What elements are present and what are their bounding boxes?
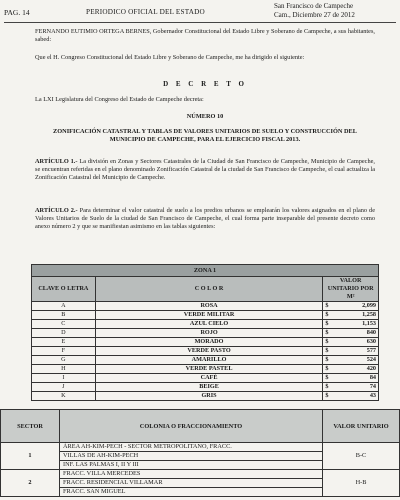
currency-symbol: $ <box>325 302 329 309</box>
zone-row <box>32 374 379 383</box>
sector-table <box>0 409 400 497</box>
article-2-text: Para determinar el valor catastral de suelo a los predios urbanos se emplearán los valores asignados en el plano de Valores Unitarios de Suelo de la ciudad de San Francisco de Campeche, el cual forma parte inseparable del presente decreto como anexo número 2 y que se manifiestan asimismo en las tablas siguientes: <box>35 207 375 231</box>
page-header <box>4 2 396 24</box>
zone-row <box>32 383 379 392</box>
sector-number: 1 <box>1 443 60 470</box>
zone-clave: B <box>32 311 96 320</box>
valor-amount: 84 <box>369 374 376 381</box>
currency-symbol: $ <box>325 374 329 381</box>
zone-valor <box>323 311 379 320</box>
zone-1-table <box>31 264 379 401</box>
col-valor: VALOR UNITARIO POR M² <box>323 277 379 302</box>
zone-valor <box>323 338 379 347</box>
zone-valor <box>323 392 379 401</box>
colonia-name: ÁREA AH-KIM-PECH - SECTOR METROPOLITANO, FRACC. <box>60 443 323 452</box>
publication-title: PERIODICO OFICIAL DEL ESTADO <box>86 8 205 16</box>
zone-row <box>32 311 379 320</box>
sector-valor: H-B <box>323 470 400 497</box>
colonia-name: VILLAS DE AH-KIM-PECH <box>60 452 323 461</box>
col-clave: CLAVE O LETRA <box>32 277 96 302</box>
zone-color: AMARILLO <box>95 356 323 365</box>
currency-symbol: $ <box>325 311 329 318</box>
zone-color: AZUL CIELO <box>95 320 323 329</box>
page-number: PAG. 14 <box>4 8 30 17</box>
valor-amount: 840 <box>366 329 376 336</box>
zone-clave: C <box>32 320 96 329</box>
currency-symbol: $ <box>325 383 329 390</box>
valor-amount: 524 <box>366 356 376 363</box>
zone-valor <box>323 365 379 374</box>
zone-clave: H <box>32 365 96 374</box>
legislatura-paragraph: La LXI Legislatura del Congreso del Estado de Campeche decreta: <box>35 96 204 103</box>
valor-amount: 1,258 <box>362 311 376 318</box>
zone-valor <box>323 302 379 311</box>
col-color: C O L O R <box>95 277 323 302</box>
col-sector: SECTOR <box>1 410 60 443</box>
colonia-name: FRACC. VILLA MERCEDES <box>60 470 323 479</box>
colonia-name: FRACC. SAN MIGUEL <box>60 488 323 497</box>
valor-amount: 2,099 <box>362 302 376 309</box>
zone-valor <box>323 374 379 383</box>
zone-clave: J <box>32 383 96 392</box>
zone-clave: D <box>32 329 96 338</box>
zone-clave: K <box>32 392 96 401</box>
currency-symbol: $ <box>325 392 329 399</box>
article-2-label: ARTÍCULO 2.- <box>35 207 78 214</box>
valor-amount: 1,153 <box>362 320 376 327</box>
decreto-title: D E C R E T O <box>163 80 247 88</box>
zone-row <box>32 329 379 338</box>
zone-row <box>32 365 379 374</box>
zone-color: ROJO <box>95 329 323 338</box>
zone-color: VERDE PASTEL <box>95 365 323 374</box>
sector-row <box>1 470 400 479</box>
zone-valor <box>323 347 379 356</box>
zone-row <box>32 356 379 365</box>
zone-row <box>32 338 379 347</box>
place-date <box>274 2 392 19</box>
zone-clave: F <box>32 347 96 356</box>
zone-color: ROSA <box>95 302 323 311</box>
zone-color: GRIS <box>95 392 323 401</box>
header-rule <box>4 22 396 23</box>
zone-clave: G <box>32 356 96 365</box>
colonia-name: INF. LAS PALMAS I, II Y III <box>60 461 323 470</box>
colonia-name: FRACC. RESIDENCIAL VILLAMAR <box>60 479 323 488</box>
intro-paragraph: FERNANDO EUTIMIO ORTEGA BERNES, Gobernador Constitucional del Estado Libre y Soberano de Campeche, a sus habitantes, sabed: <box>35 28 375 44</box>
zone-valor <box>323 383 379 392</box>
numero-title: NÚMERO 10 <box>186 113 224 120</box>
valor-amount: 577 <box>366 347 376 354</box>
article-2 <box>35 207 375 232</box>
article-1 <box>35 158 375 183</box>
col-valor-unitario: VALOR UNITARIO <box>323 410 400 443</box>
article-1-text: La división en Zonas y Sectores Catastrales de la Ciudad de San Francisco de Campeche, Municipio de Campeche, se encuentran referidas en el plano denominado Zonificación Catastral de la ciudad de San Francisco de Campeche, el cual actualiza la Zonificación Catastral del Municipio de Campeche. <box>35 158 375 182</box>
currency-symbol: $ <box>325 347 329 354</box>
valor-amount: 43 <box>369 392 376 399</box>
zone-row <box>32 320 379 329</box>
zone-color: VERDE PASTO <box>95 347 323 356</box>
zone-valor <box>323 320 379 329</box>
zone-row <box>32 302 379 311</box>
col-colonia: COLONIA O FRACCIONAMIENTO <box>60 410 323 443</box>
zone-valor <box>323 356 379 365</box>
zone-clave: E <box>32 338 96 347</box>
currency-symbol: $ <box>325 356 329 363</box>
sector-row <box>1 443 400 452</box>
place-line: San Francisco de Campeche <box>274 2 354 10</box>
valor-amount: 630 <box>366 338 376 345</box>
zone-row <box>32 392 379 401</box>
sector-number: 2 <box>1 470 60 497</box>
zone-color: BEIGE <box>95 383 323 392</box>
currency-symbol: $ <box>325 338 329 345</box>
zone-valor <box>323 329 379 338</box>
congress-paragraph: Que el H. Congreso Constitucional del Estado Libre y Soberano de Campeche, me ha dirigido el siguiente: <box>35 54 305 61</box>
zone-color: VERDE MILITAR <box>95 311 323 320</box>
zone-title: ZONA 1 <box>32 265 379 277</box>
sector-valor: B-C <box>323 443 400 470</box>
zone-clave: I <box>32 374 96 383</box>
valor-amount: 420 <box>366 365 376 372</box>
article-1-label: ARTÍCULO 1.- <box>35 158 78 165</box>
currency-symbol: $ <box>325 320 329 327</box>
date-line: Cam., Diciembre 27 de 2012 <box>274 10 355 19</box>
currency-symbol: $ <box>325 365 329 372</box>
zone-color: MORADO <box>95 338 323 347</box>
zone-row <box>32 347 379 356</box>
valor-amount: 74 <box>369 383 376 390</box>
zone-clave: A <box>32 302 96 311</box>
currency-symbol: $ <box>325 329 329 336</box>
decree-heading: ZONIFICACIÓN CATASTRAL Y TABLAS DE VALORES UNITARIOS DE SUELO Y CONSTRUCCIÓN DEL MUNICIPIO DE CAMPECHE, PARA EL EJERCICIO FISCAL 2013. <box>53 128 357 143</box>
zone-color: CAFÉ <box>95 374 323 383</box>
